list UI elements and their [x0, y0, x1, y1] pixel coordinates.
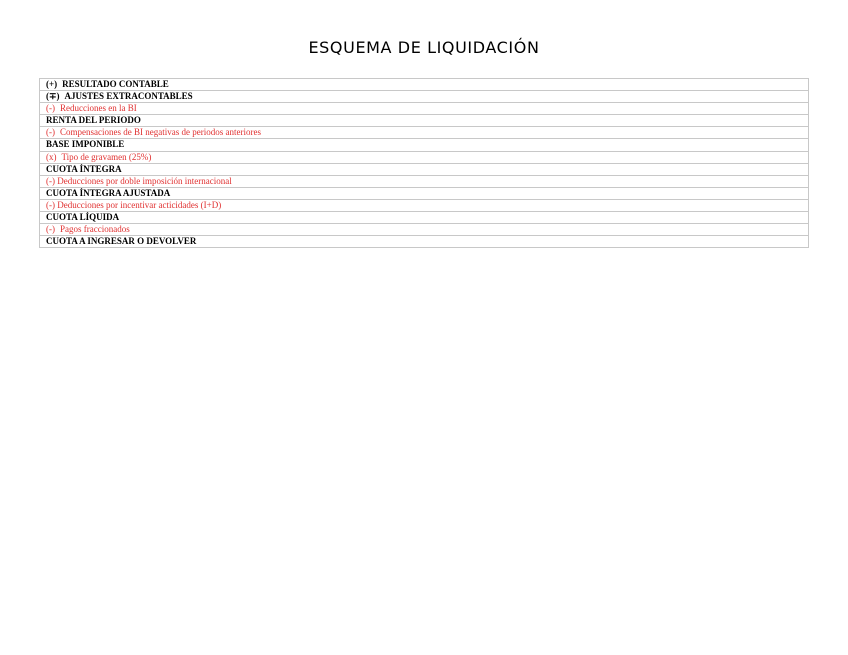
table-row: [39, 176, 809, 188]
row-label: Reducciones en la BI: [60, 103, 137, 114]
row-label: Pagos fraccionados: [60, 224, 130, 235]
row-label: Tipo de gravamen (25%): [61, 151, 152, 162]
table-row: [39, 224, 809, 236]
table-row: [39, 103, 809, 115]
row-label: (-) Deducciones por doble imposición internacional: [46, 175, 232, 186]
table-row: [39, 236, 809, 248]
row-sign: (-): [46, 127, 55, 138]
row-label: (-) Deducciones por incentivar acticidades (I+D): [46, 199, 222, 210]
table-row: [39, 139, 809, 151]
table-row: [39, 79, 809, 91]
table-row: [39, 91, 809, 103]
row-sign: (-): [46, 103, 55, 114]
row-sign: (∓): [46, 91, 60, 102]
row-label: CUOTA ÍNTEGRA AJUSTADA: [46, 187, 171, 198]
table-row: [39, 188, 809, 200]
row-label: BASE IMPONIBLE: [46, 139, 125, 150]
row-label: CUOTA LÍQUIDA: [46, 212, 120, 223]
table-row: [39, 212, 809, 224]
liquidation-scheme-table: [39, 78, 809, 248]
row-label: Compensaciones de BI negativas de periodos anteriores: [60, 127, 261, 138]
table-row: [39, 115, 809, 127]
row-label: AJUSTES EXTRACONTABLES: [64, 91, 193, 102]
table-row: [39, 200, 809, 212]
row-sign: (-): [46, 224, 55, 235]
page-title: ESQUEMA DE LIQUIDACIÓN: [308, 38, 540, 57]
table-row: [39, 127, 809, 139]
row-label: CUOTA ÍNTEGRA: [46, 163, 122, 174]
row-label: RENTA DEL PERIODO: [46, 115, 141, 126]
row-sign: (x): [46, 151, 57, 162]
row-sign: (+): [46, 79, 58, 89]
table-row: [39, 152, 809, 164]
table-row: [39, 164, 809, 176]
row-label: CUOTA A INGRESAR O DEVOLVER: [46, 236, 197, 247]
row-label: RESULTADO CONTABLE: [62, 79, 169, 89]
